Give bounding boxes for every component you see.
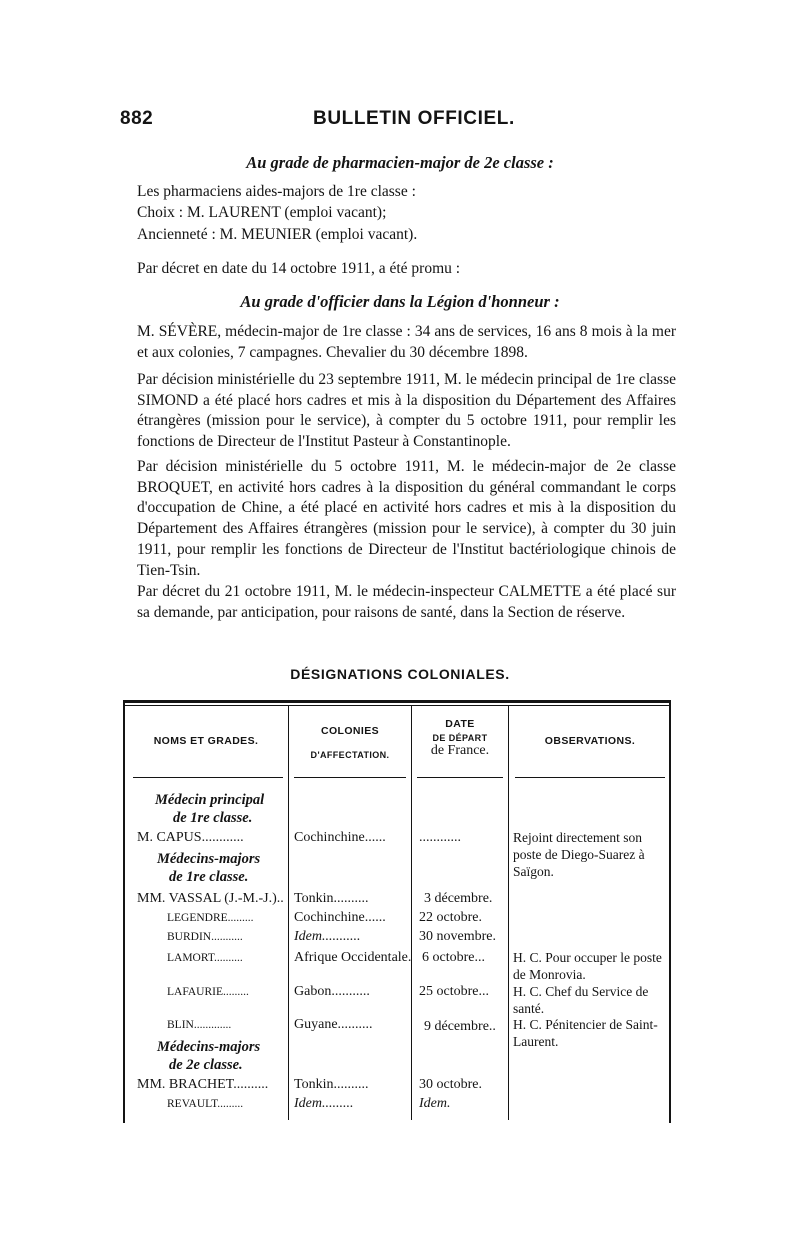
row-vassal-colony: Tonkin..........	[294, 891, 369, 906]
row-burdin-name: BURDIN...........	[167, 931, 243, 943]
col-divider-2	[411, 706, 412, 1120]
header-date-sub2: de France.	[430, 743, 490, 758]
header-date-sub2-wrap	[415, 744, 505, 758]
header-rule-2	[294, 777, 406, 778]
table-left-border	[123, 703, 125, 1123]
col-divider-1	[288, 706, 289, 1120]
header-colonies-sub: D'AFFECTATION.	[310, 750, 390, 760]
heading-pharmacien-major: Au grade de pharmacien-major de 2e classe :	[246, 153, 554, 172]
row-blin-date: 9 décembre..	[424, 1019, 496, 1034]
header-colonies: COLONIES	[320, 725, 380, 737]
header-names: NOMS ET GRADES.	[153, 735, 259, 747]
row-legendre-colony: Cochinchine......	[294, 910, 386, 925]
row-revault-date: Idem.	[419, 1096, 451, 1111]
row-lamort-colony: Afrique Occidentale.	[294, 950, 412, 965]
paragraph-severe: M. SÉVÈRE, médecin-major de 1re classe : 34 ans de services, 16 ans 8 mois à la mer et aux colonies, 7 campagnes. Chevalier du 30 décembre 1898.	[137, 323, 676, 361]
row-capus-date: ............	[419, 830, 461, 845]
designations-table	[123, 700, 671, 1130]
row-capus-colony: Cochinchine......	[294, 830, 386, 845]
row-capus-name: M. CAPUS............	[137, 830, 244, 845]
row-burdin-colony: Idem...........	[294, 929, 361, 944]
paragraph-calmette: Par décret du 21 octobre 1911, M. le médecin-inspecteur CALMETTE a été placé sur sa demande, par anticipation, pour raisons de santé, dans la Section de réserve.	[137, 583, 676, 621]
row-revault-colony: Idem.........	[294, 1096, 354, 1111]
table-top-rule	[123, 700, 671, 703]
row-burdin-date: 30 novembre.	[419, 929, 496, 944]
page-header	[120, 108, 676, 134]
running-title: BULLETIN OFFICIEL.	[313, 108, 515, 129]
paragraph-broquet: Par décision ministérielle du 5 octobre 1911, M. le médecin-major de 2e classe BROQUET, en activité hors cadres à la disposition du général commandant le corps d'occupation de Chine, a été placé en activité hors cadres et mis à la disposition du Département des Affaires étrangères (mission pour le service), à compter du 30 juin 1911, pour remplir les fonctions de Directeur de l'Institut bactériologique chinois de Tien-Tsin.	[137, 458, 676, 579]
line-pharmaciens: Les pharmaciens aides-majors de 1re classe :	[137, 183, 416, 200]
header-rule-1	[133, 777, 283, 778]
row-blin-colony: Guyane..........	[294, 1017, 373, 1032]
row-lamort-date: 6 octobre...	[422, 950, 485, 965]
row-vassal-date: 3 décembre.	[424, 891, 493, 906]
row-vassal-name: MM. VASSAL (J.-M.-J.)..	[137, 891, 284, 906]
col-divider-3	[508, 706, 509, 1120]
row-lafaurie-colony: Gabon...........	[294, 984, 370, 999]
group-medecin-principal: Médecin principal	[155, 792, 265, 808]
line-choix: Choix : M. LAURENT (emploi vacant);	[137, 204, 387, 221]
row-legendre-date: 22 octobre.	[419, 910, 482, 925]
group-medecin-principal-class: de 1re classe.	[173, 810, 253, 826]
row-lafaurie-name: LAFAURIE.........	[167, 986, 249, 998]
line-anciennete: Ancienneté : M. MEUNIER (emploi vacant).	[137, 226, 418, 243]
decree-promotion: Par décret en date du 14 octobre 1911, a été promu :	[137, 260, 461, 277]
row-brachet-colony: Tonkin..........	[294, 1077, 369, 1092]
row-lamort-name: LAMORT..........	[167, 952, 243, 964]
group-medecins-majors-1: Médecins-majors	[157, 851, 261, 867]
row-lafaurie-date: 25 octobre...	[419, 984, 489, 999]
header-date-sub: DE DÉPART	[432, 733, 488, 743]
row-revault-name: REVAULT.........	[167, 1098, 244, 1110]
table-right-border	[669, 703, 671, 1123]
group-medecins-majors-1-class: de 1re classe.	[169, 869, 249, 885]
row-capus-obs: Rejoint directement son poste de Diego-Suarez à Saïgon.	[513, 830, 645, 879]
header-rule-4	[515, 777, 665, 778]
row-brachet-date: 30 octobre.	[419, 1077, 482, 1092]
heading-legion-honneur: Au grade d'officier dans la Légion d'honneur :	[240, 292, 560, 311]
designations-title: DÉSIGNATIONS COLONIALES.	[290, 666, 510, 682]
header-rule-3	[417, 777, 503, 778]
paragraph-simond: Par décision ministérielle du 23 septembre 1911, M. le médecin principal de 1re classe SIMOND a été placé hors cadres et mis à la disposition du Département des Affaires étrangères (mission pour le service), à compter du 5 octobre 1911, pour remplir les fonctions de Directeur de l'Institut Pasteur à Constantinople.	[137, 371, 676, 451]
row-blin-obs: H. C. Pénitencier de Saint-Laurent.	[513, 1017, 658, 1049]
row-brachet-name: MM. BRACHET..........	[137, 1077, 269, 1092]
row-lamort-obs: H. C. Pour occuper le poste de Monrovia.	[513, 950, 662, 982]
group-medecins-majors-2-class: de 2e classe.	[169, 1057, 243, 1073]
row-blin-name: BLIN.............	[167, 1019, 232, 1031]
header-date: DATE	[445, 718, 475, 730]
header-observations: OBSERVATIONS.	[544, 735, 636, 747]
row-legendre-name: LEGENDRE.........	[167, 912, 254, 924]
page-number: 882	[120, 108, 154, 129]
table-top-rule-thin	[123, 705, 671, 706]
row-lafaurie-obs: H. C. Chef du Service de santé.	[513, 984, 649, 1016]
group-medecins-majors-2: Médecins-majors	[157, 1039, 261, 1055]
